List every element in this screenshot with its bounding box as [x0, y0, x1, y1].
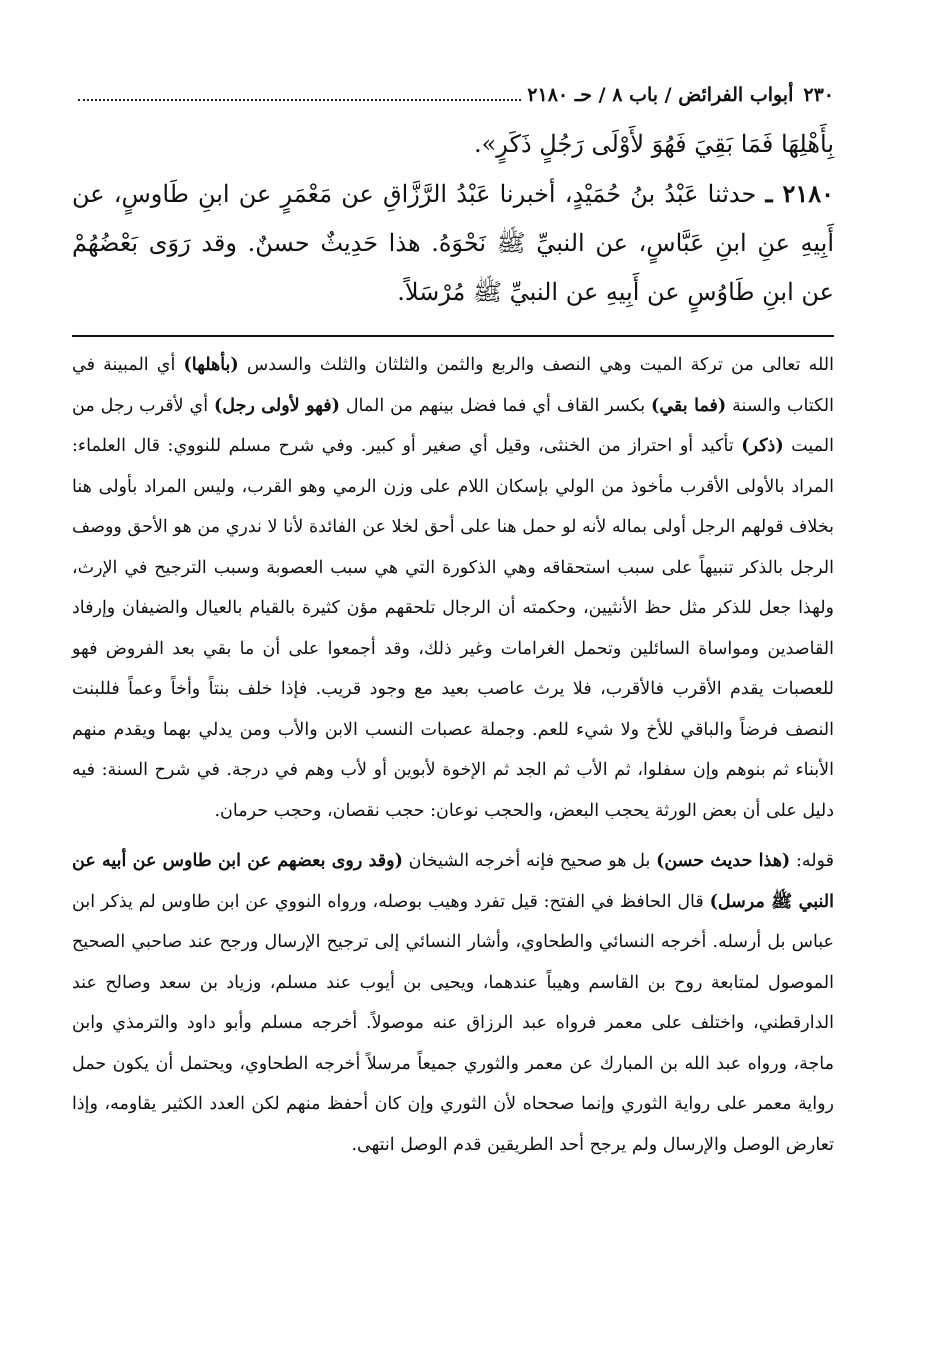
commentary-text: تأكيد أو احتراز من الخنثى، وقيل أي صغير أو كبير. وفي شرح مسلم للنووي: قال العلماء: المراد بالأولى الأقرب مأخوذ من الولي بإسكان اللام على وزن الرمي وهو القرب، وليس المراد بأولى هنا بخلاف قولهم الرجل أولى بماله لأنه لو حمل هنا على أحق لخلا عن الفائدة لأنا لا ندري من هو الأحق ووصف الرجل بالذكر تنبيهاً على سبب استحقاقه وهي الذكورة التي هي سبب العصوبة وسبب الترجيح في الإرث، ولهذا جعل للذكر مثل حظ الأنثيين، وحكمته أن الرجال تلحقهم مؤن كثيرة بالقيام بالعيال والضيفان وإرفاد القاصدين ومواساة السائلين وتحمل الغرامات وغير ذلك، وقد أجمعوا على أن ما بقي بعد الفروض فهو للعصبات يقدم الأقرب فالأقرب، فلا يرث عاصب بعيد مع وجود قريب. فإذا خلف بنتاً وأخاً وعماً فللبنت النصف فرضاً والباقي للأخ ولا شيء للعم. وجملة عصبات النسب الابن والأب ومن يدلي بهما ويقدم منهم الأبناء ثم بنوهم وإن سفلوا، ثم الأب ثم الجد ثم الإخوة لأبوين أو لأب وهم في درجة. في شرح السنة: فيه دليل على أن بعض الورثة يحجب البعض، والحجب نوعان: حجب نقصان، وحجب حرمان.	[72, 436, 834, 821]
quoted-term: (ذكر)	[741, 436, 784, 456]
commentary-paragraph-2	[72, 841, 834, 1165]
hadith-2180	[72, 169, 834, 317]
hadith-text	[72, 120, 834, 317]
quoted-term: (فما بقي)	[651, 395, 727, 416]
commentary-text: الله تعالى من تركة الميت وهي النصف والربع والثمن والثلثان والثلث والسدس	[246, 355, 834, 375]
running-head	[72, 84, 834, 114]
commentary-text: بل هو صحيح فإنه أخرجه الشيخان	[408, 851, 651, 871]
hadith-number: ٢١٨٠ ـ	[765, 179, 834, 208]
commentary-paragraph-1	[72, 345, 834, 831]
page-number: ٢٣٠	[803, 84, 834, 106]
quoted-term: (بأهلها)	[183, 355, 239, 375]
commentary-text: أي لأقرب رجل من الميت	[72, 395, 834, 456]
quoted-term: (فهو لأولى رجل)	[214, 395, 340, 416]
footnote-divider	[72, 335, 834, 337]
commentary-text: بكسر القاف أي فما فضل بينهم من المال	[345, 395, 646, 416]
commentary	[72, 345, 834, 1165]
quoted-term: (هذا حديث حسن)	[656, 851, 791, 871]
hadith-body: حدثنا عَبْدُ بنُ حُمَيْدٍ، أخبرنا عَبْدُ الرَّزَّاقِ عن مَعْمَرٍ عن ابنِ طَاوسٍ، عن أَبِيهِ عنِ ابنِ عَبَّاسٍ، عن النبيِّ ﷺ نَحْوَهُ. هذا حَدِيثٌ حسنٌ. وقد رَوَى بَعْضُهُمْ عن ابنِ طَاوُسٍ عن أَبِيهِ عن النبيِّ ﷺ مُرْسَلاً.	[72, 180, 834, 306]
commentary-text: قال الحافظ في الفتح: قيل تفرد وهيب بوصله، ورواه النووي عن ابن طاوس لم يذكر ابن عباس بل أرسله. أخرجه النسائي والطحاوي، وأشار النسائي إلى ترجيح الإرسال ورجح عند صاحبي الصحيح الموصول لمتابعة روح بن القاسم وهيباً عندهما، ويحيى بن أيوب عند مسلم، وزياد بن سعد وصالح عند الدارقطني، واختلف على معمر فرواه عبد الرزاق عنه موصولاً. أخرجه مسلم وأبو داود والترمذي وابن ماجة، ورواه عبد الله بن المبارك عن معمر والثوري جميعاً مرسلاً أخرجه الطحاوي، ويحتمل أن يكون حمل رواية معمر على رواية الثوري وإنما صححاه لأن الثوري وإن كان أحفظ منهم لكن العدد الكثير يقاومه، وإذا تعارض الوصل والإرسال ولم يرجح أحد الطريقين قدم الوصل انتهى.	[72, 891, 834, 1155]
quoted-term: (وقد روى بعضهم عن ابن طاوس عن أبيه عن النبي ﷺ مرسل)	[72, 851, 834, 912]
commentary-text: أي المبينة في الكتاب والسنة	[72, 355, 834, 416]
dotted-leader	[78, 99, 521, 101]
commentary-text: قوله:	[795, 851, 834, 871]
chapter-title: أبواب الفرائض / باب ٨ / حـ ٢١٨٠	[527, 84, 794, 106]
hadith-ending: بِأَهْلِهَا فَمَا بَقِيَ فَهُوَ لأَوْلَى رَجُلٍ ذَكَرٍ».	[473, 130, 834, 158]
book-page	[72, 84, 834, 1165]
